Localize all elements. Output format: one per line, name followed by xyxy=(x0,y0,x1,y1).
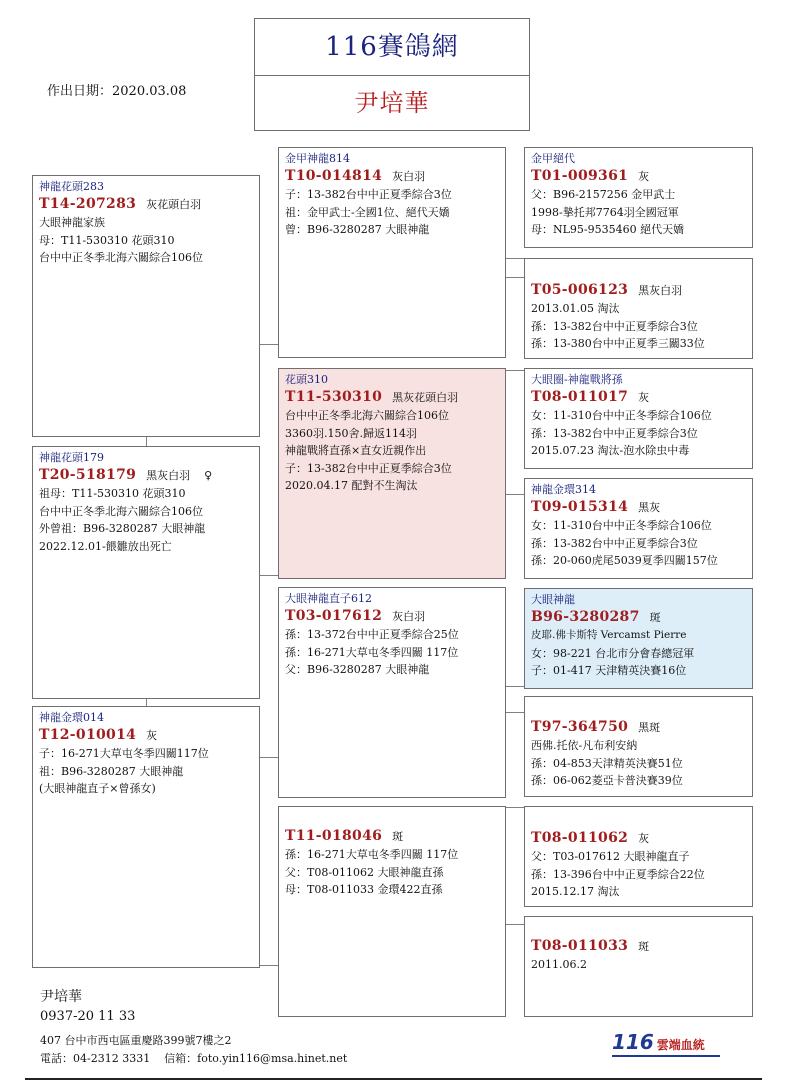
info-line: 1998-摯托邦7764羽全國冠軍 xyxy=(531,205,679,219)
ring-number: T03-017612 xyxy=(285,608,383,624)
pigeon-color: 黑灰花頭白羽 xyxy=(392,391,459,404)
info-line: 大眼神龍家族 xyxy=(39,216,105,229)
ring-number: T11-018046 xyxy=(285,828,383,844)
ring-number: T08-011017 xyxy=(531,389,629,405)
pedigree-gen3-3 xyxy=(524,368,753,469)
pigeon-color: 黑灰白羽 xyxy=(638,284,683,297)
connector-line xyxy=(259,575,279,576)
info-line: 子：16-271大草屯冬季四關117位 xyxy=(39,747,209,760)
pedigree-gen2-3 xyxy=(278,587,506,798)
info-line: 女：98-221 台北市分會春總冠軍 xyxy=(531,646,695,660)
info-line: 女：11-310台中中正冬季綜合106位 xyxy=(531,519,712,532)
info-line: 2015.07.23 淘汰-泡水除虫中毒 xyxy=(531,444,690,457)
ring-row xyxy=(531,829,746,848)
info-line: 子：01-417 天津精英決賽16位 xyxy=(531,664,687,677)
ring-row xyxy=(531,167,746,186)
pedigree-gen3-6 xyxy=(524,696,753,797)
connector-line xyxy=(505,494,525,495)
ring-number: T20-518179 xyxy=(39,467,137,483)
connector-line xyxy=(505,807,525,808)
ring-row xyxy=(285,827,499,846)
ring-row xyxy=(39,726,253,745)
pedigree-gen3-7 xyxy=(524,806,753,907)
ring-number: T14-207283 xyxy=(39,196,137,212)
pedigree-subject xyxy=(32,175,260,437)
info-line: 孫：13-382台中中正夏季綜合3位 xyxy=(531,536,698,550)
section-label: 神龍花頭283 xyxy=(39,180,104,193)
section-label: 大眼神龍 xyxy=(531,593,575,606)
ring-row xyxy=(285,388,499,407)
info-line: 父：T03-017612 大眼神龍直子 xyxy=(531,850,690,863)
connector-line xyxy=(505,370,525,371)
info-line: 台中中正冬季北海六關綜合106位 xyxy=(39,251,203,264)
pedigree-gen3-2 xyxy=(524,258,753,359)
info-line: 祖：金甲武士-全國1位、絕代天嬌 xyxy=(285,205,450,219)
connector-line xyxy=(505,258,525,259)
brand-logo xyxy=(612,1030,720,1057)
ring-row xyxy=(39,466,253,485)
info-line: 孫：13-380台中中正夏季三關33位 xyxy=(531,337,705,350)
pigeon-color: 灰 xyxy=(638,391,650,404)
info-line: 台中中正冬季北海六關綜合106位 xyxy=(39,504,203,518)
connector-line xyxy=(505,686,525,687)
bottom-rule xyxy=(25,1078,762,1080)
info-line: 孫：16-271大草屯冬季四關 117位 xyxy=(285,848,459,861)
info-line: 台中中正冬季北海六關綜合106位 xyxy=(285,409,449,422)
ring-number: T08-011062 xyxy=(531,830,629,846)
ring-number: T10-014814 xyxy=(285,168,383,184)
section-label: 金甲神龍814 xyxy=(285,152,350,165)
info-line: 2020.04.17 配對不生淘汰 xyxy=(285,479,418,492)
info-line: 母：T08-011033 金環422直孫 xyxy=(285,883,443,896)
pigeon-color: 灰 xyxy=(146,729,158,742)
info-line: 2013.01.05 淘汰 xyxy=(531,302,620,315)
info-line: 父：B96-2157256 金甲武士 xyxy=(531,188,676,201)
pigeon-color: 黑斑 xyxy=(638,721,661,734)
pigeon-color: 灰花頭白羽 xyxy=(146,198,202,211)
pigeon-color: 黑灰 xyxy=(638,501,661,514)
ring-row xyxy=(531,718,746,737)
info-line: 曾：B96-3280287 大眼神龍 xyxy=(285,223,430,236)
info-line: 孫：13-396台中中正夏季綜合22位 xyxy=(531,867,705,881)
logo-number: 116 xyxy=(612,1030,654,1054)
pedigree-gen2-2 xyxy=(278,368,506,579)
info-line: 神龍戰將直孫×直女近親作出 xyxy=(285,444,427,457)
title-box xyxy=(254,18,530,131)
section-label: 神龍金環314 xyxy=(531,483,596,496)
pigeon-color: 灰 xyxy=(638,170,650,183)
ring-number: B96-3280287 xyxy=(531,609,640,625)
connector-line xyxy=(505,712,525,713)
ring-row xyxy=(39,195,253,214)
info-line: 孫：06-062菱亞卡普決賽39位 xyxy=(531,774,683,787)
section-label: 大眼圈-神龍戰將孫 xyxy=(531,373,623,386)
pigeon-color: 灰 xyxy=(638,832,650,845)
footer-contact: 電話：04-2312 3331 信箱：foto.yin116@msa.hinet.net xyxy=(40,1052,348,1065)
ring-row xyxy=(531,281,746,300)
site-title: 116賽鴿網 xyxy=(255,19,529,76)
info-line: 2022.12.01-餵雛放出死亡 xyxy=(39,539,172,553)
pedigree-gen2-4 xyxy=(278,806,506,1017)
section-label: 神龍金環014 xyxy=(39,711,104,724)
info-line: 孫：13-382台中中正夏季綜合3位 xyxy=(531,426,698,440)
date-label: 作出日期：2020.03.08 xyxy=(47,84,187,99)
ring-number: T97-364750 xyxy=(531,719,629,735)
section-label: 大眼神龍直子612 xyxy=(285,592,372,605)
info-line: 父：T08-011062 大眼神龍直孫 xyxy=(285,865,444,879)
info-line: 外曾祖：B96-3280287 大眼神龍 xyxy=(39,522,206,535)
ring-row xyxy=(531,937,746,956)
ring-number: T01-009361 xyxy=(531,168,629,184)
connector-line xyxy=(259,965,279,966)
pedigree-sire xyxy=(32,446,260,699)
connector-line xyxy=(259,344,279,345)
ring-row xyxy=(285,607,499,626)
ring-row xyxy=(531,608,746,627)
section-label: 神龍花頭179 xyxy=(39,451,104,464)
connector-line xyxy=(505,277,525,278)
sex-symbol: ♀ xyxy=(204,469,213,482)
info-line: 母：NL95-9535460 絕代天嬌 xyxy=(531,223,685,236)
owner-title: 尹培華 xyxy=(354,89,430,117)
logo-underline xyxy=(612,1055,720,1057)
info-line: 3360羽.150舍.歸返114羽 xyxy=(285,426,417,440)
logo-text: 雲端血統 xyxy=(656,1038,705,1052)
pigeon-color: 斑 xyxy=(638,940,650,953)
connector-line xyxy=(146,698,147,706)
footer-phone: 0937-20 11 33 xyxy=(40,1009,136,1024)
pedigree-gen3-8 xyxy=(524,916,753,1017)
info-line: 2015.12.17 淘汰 xyxy=(531,885,620,898)
pedigree-gen3-4 xyxy=(524,478,753,579)
info-line: (大眼神龍直子×曾孫女) xyxy=(39,782,156,795)
pedigree-dam xyxy=(32,706,260,968)
section-label: 花頭310 xyxy=(285,373,328,386)
info-line: 父：B96-3280287 大眼神龍 xyxy=(285,663,430,676)
footer-address: 407 台中市西屯區重慶路399號7樓之2 xyxy=(40,1034,232,1047)
pigeon-color: 斑 xyxy=(649,611,661,624)
ring-number: T12-010014 xyxy=(39,727,137,743)
info-line: 祖：B96-3280287 大眼神龍 xyxy=(39,764,184,778)
pedigree-gen3-1 xyxy=(524,147,753,248)
info-line: 孫：16-271大草屯冬季四關 117位 xyxy=(285,645,459,659)
pedigree-gen3-5 xyxy=(524,588,753,689)
info-line: 皮耶.佛卡斯特 Vercamst Pierre xyxy=(531,629,687,641)
ring-number: T11-530310 xyxy=(285,389,383,405)
info-line: 2011.06.2 xyxy=(531,958,587,971)
ring-number: T05-006123 xyxy=(531,282,629,298)
ring-row xyxy=(531,498,746,517)
pigeon-color: 黑灰白羽 xyxy=(146,469,191,482)
ring-number: T09-015314 xyxy=(531,499,629,515)
info-line: 孫：13-382台中中正夏季綜合3位 xyxy=(531,319,698,333)
info-line: 女：11-310台中中正冬季綜合106位 xyxy=(531,409,712,422)
info-line: 孫：20-060虎尾5039夏季四關157位 xyxy=(531,554,718,567)
section-label: 金甲絕代 xyxy=(531,152,575,165)
info-line: 祖母：T11-530310 花頭310 xyxy=(39,487,186,500)
info-line: 母：T11-530310 花頭310 xyxy=(39,233,175,247)
pigeon-color: 灰白羽 xyxy=(392,170,426,183)
info-line: 子：13-382台中中正夏季綜合3位 xyxy=(285,461,452,475)
pedigree-gen2-1 xyxy=(278,147,506,358)
info-line: 孫：04-853天津精英決賽51位 xyxy=(531,756,683,770)
connector-line xyxy=(505,924,525,925)
pigeon-color: 斑 xyxy=(392,830,404,843)
ring-row xyxy=(531,388,746,407)
info-line: 西佛.托依-凡布利安納 xyxy=(531,739,638,752)
info-line: 子：13-382台中中正夏季綜合3位 xyxy=(285,188,452,201)
pigeon-color: 灰白羽 xyxy=(392,610,426,623)
footer-name: 尹培華 xyxy=(40,989,82,1005)
connector-line xyxy=(259,757,279,758)
ring-number: T08-011033 xyxy=(531,938,629,954)
info-line: 孫：13-372台中中正夏季綜合25位 xyxy=(285,628,459,641)
ring-row xyxy=(285,167,499,186)
